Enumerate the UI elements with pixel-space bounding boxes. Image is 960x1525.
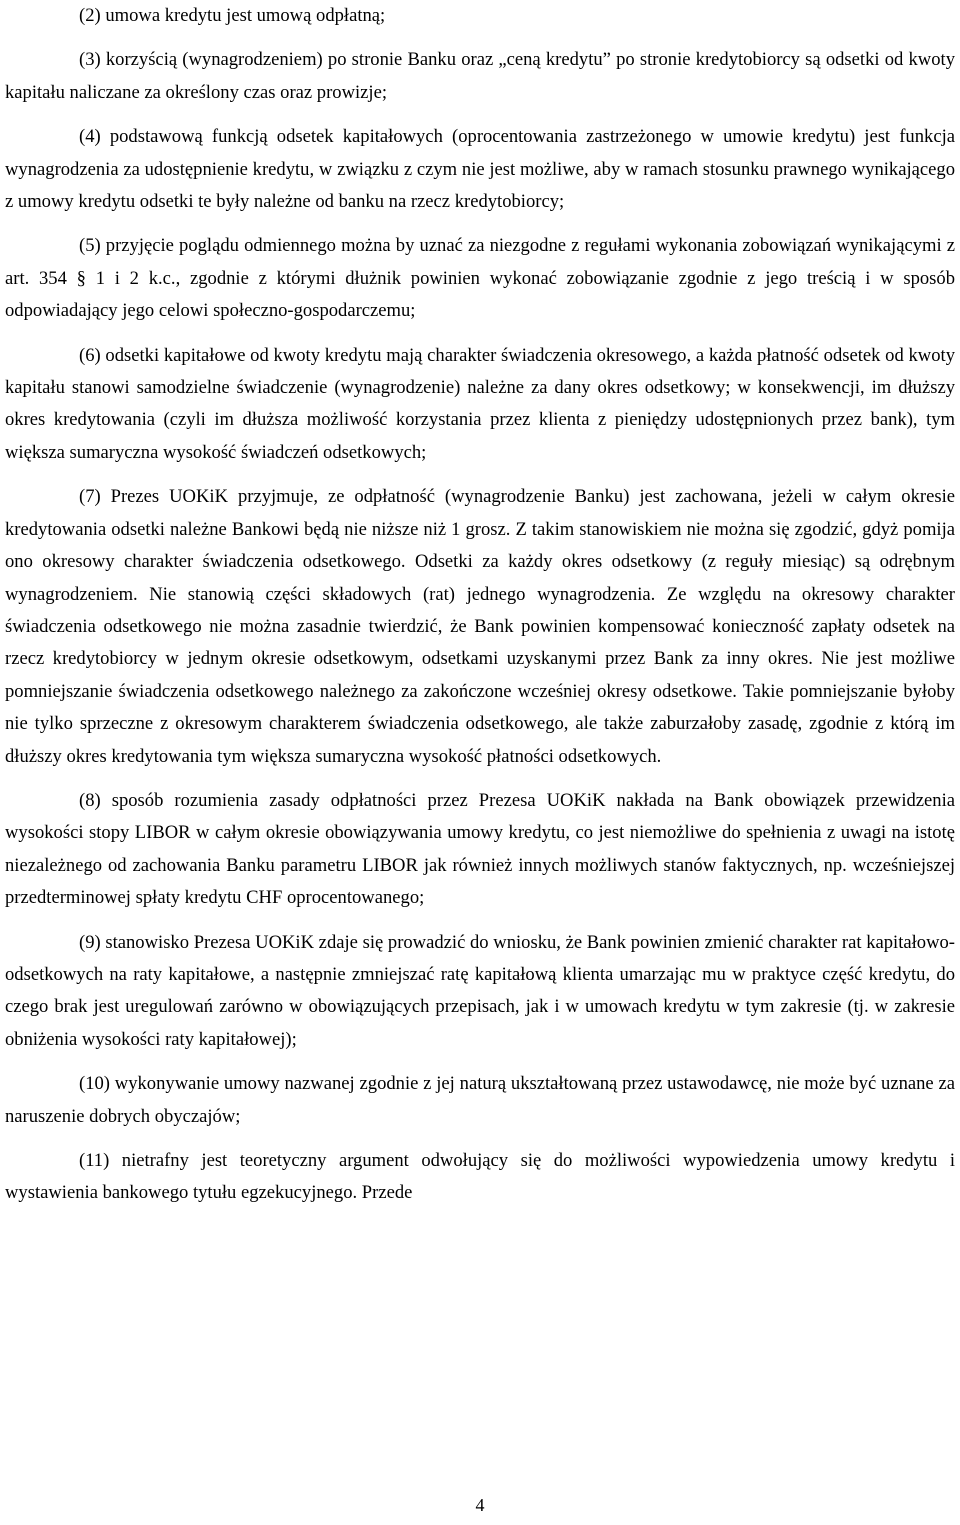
page-number: 4 — [475, 1495, 485, 1515]
paragraph-7: (7) Prezes UOKiK przyjmuje, ze odpłatność (wynagrodzenie Banku) jest zachowana, jeżeli w całym okresie kredytowania odsetki należne Bankowi będą nie niższe niż 1 grosz. Z takim stanowiskiem nie można się zgodzić, gdyż pomija ono okresowy charakter świadczenia odsetkowego. Odsetki za każdy okres odsetkowy (z reguły miesiąc) są odrębnym wynagrodzeniem. Nie stanowią części składowych (rat) jednego wynagrodzenia. Ze względu na okresowy charakter świadczenia odsetkowego nie można zasadnie twierdzić, że Bank powinien kompensować konieczność zapłaty odsetek na rzecz kredytobiorcy w jednym okresie odsetkowym, odsetkami uzyskanymi przez Bank za inny okres. Nie jest możliwe pomniejszanie świadczenia odsetkowego należnego za zakończone wcześniej okresy odsetkowe. Takie pomniejszanie byłoby nie tylko sprzeczne z okresowym charakterem świadczenia odsetkowego, ale także zaburzałoby zasadę, zgodnie z którą im dłuższy okres kredytowania tym większa sumaryczna wysokość płatności odsetkowych. — [5, 486, 955, 767]
document-page — [5, 0, 955, 1210]
paragraph-2: (2) umowa kredytu jest umową odpłatną; — [79, 5, 386, 26]
paragraph-5: (5) przyjęcie poglądu odmiennego można by uznać za niezgodne z regułami wykonania zobowiązań wynikającymi z art. 354 § 1 i 2 k.c., zgodnie z którymi dłużnik powinien wykonać zobowiązanie zgodnie z jego treścią i w sposób odpowiadający jego celowi społeczno-gospodarczemu; — [5, 235, 955, 322]
paragraph-3: (3) korzyścią (wynagrodzeniem) po stronie Banku oraz „ceną kredytu” po stronie kredytobiorcy są odsetki od kwoty kapitału naliczane za określony czas oraz prowizje; — [5, 49, 955, 103]
paragraph-9: (9) stanowisko Prezesa UOKiK zdaje się prowadzić do wniosku, że Bank powinien zmienić charakter rat kapitałowo-odsetkowych na raty kapitałowe, a następnie zmniejszać ratę kapitałową klienta umarzając mu w praktyce część kredytu, do czego brak jest uregulowań zarówno w obowiązujących przepisach, jak i w umowach kredytu w tym zakresie (tj. w zakresie obniżenia wysokości raty kapitałowej); — [5, 931, 955, 1050]
paragraph-11: (11) nietrafny jest teoretyczny argument odwołujący się do możliwości wypowiedzenia umowy kredytu i wystawienia bankowego tytułu egzekucyjnego. Przede — [5, 1150, 955, 1204]
paragraph-10: (10) wykonywanie umowy nazwanej zgodnie z jej naturą ukształtowaną przez ustawodawcę, nie może być uznane za naruszenie dobrych obyczajów; — [5, 1073, 955, 1127]
paragraph-8: (8) sposób rozumienia zasady odpłatności przez Prezesa UOKiK nakłada na Bank obowiązek przewidzenia wysokości stopy LIBOR w całym okresie obowiązywania umowy kredytu, co jest niemożliwe do spełnienia z uwagi na istotę niezależnego od zachowania Banku parametru LIBOR jak również innych możliwych stanów faktycznych, np. wcześniejszej przedterminowej spłaty kredytu CHF oprocentowanego; — [5, 789, 955, 909]
paragraph-6: (6) odsetki kapitałowe od kwoty kredytu mają charakter świadczenia okresowego, a każda płatność odsetek od kwoty kapitału stanowi samodzielne świadczenie (wynagrodzenie) należne za dany okres odsetkowy; w konsekwencji, im dłuższy okres kredytowania (czyli im dłuższa możliwość korzystania przez klienta z pieniędzy udostępnionych przez bank), tym większa sumaryczna wysokość świadczeń odsetkowych; — [5, 344, 955, 463]
paragraph-4: (4) podstawową funkcją odsetek kapitałowych (oprocentowania zastrzeżonego w umowie kredytu) jest funkcja wynagrodzenia za udostępnienie kredytu, w związku z czym nie jest możliwe, aby w ramach stosunku prawnego wynikającego z umowy kredytu odsetki te były należne od banku na rzecz kredytobiorcy; — [5, 126, 955, 213]
